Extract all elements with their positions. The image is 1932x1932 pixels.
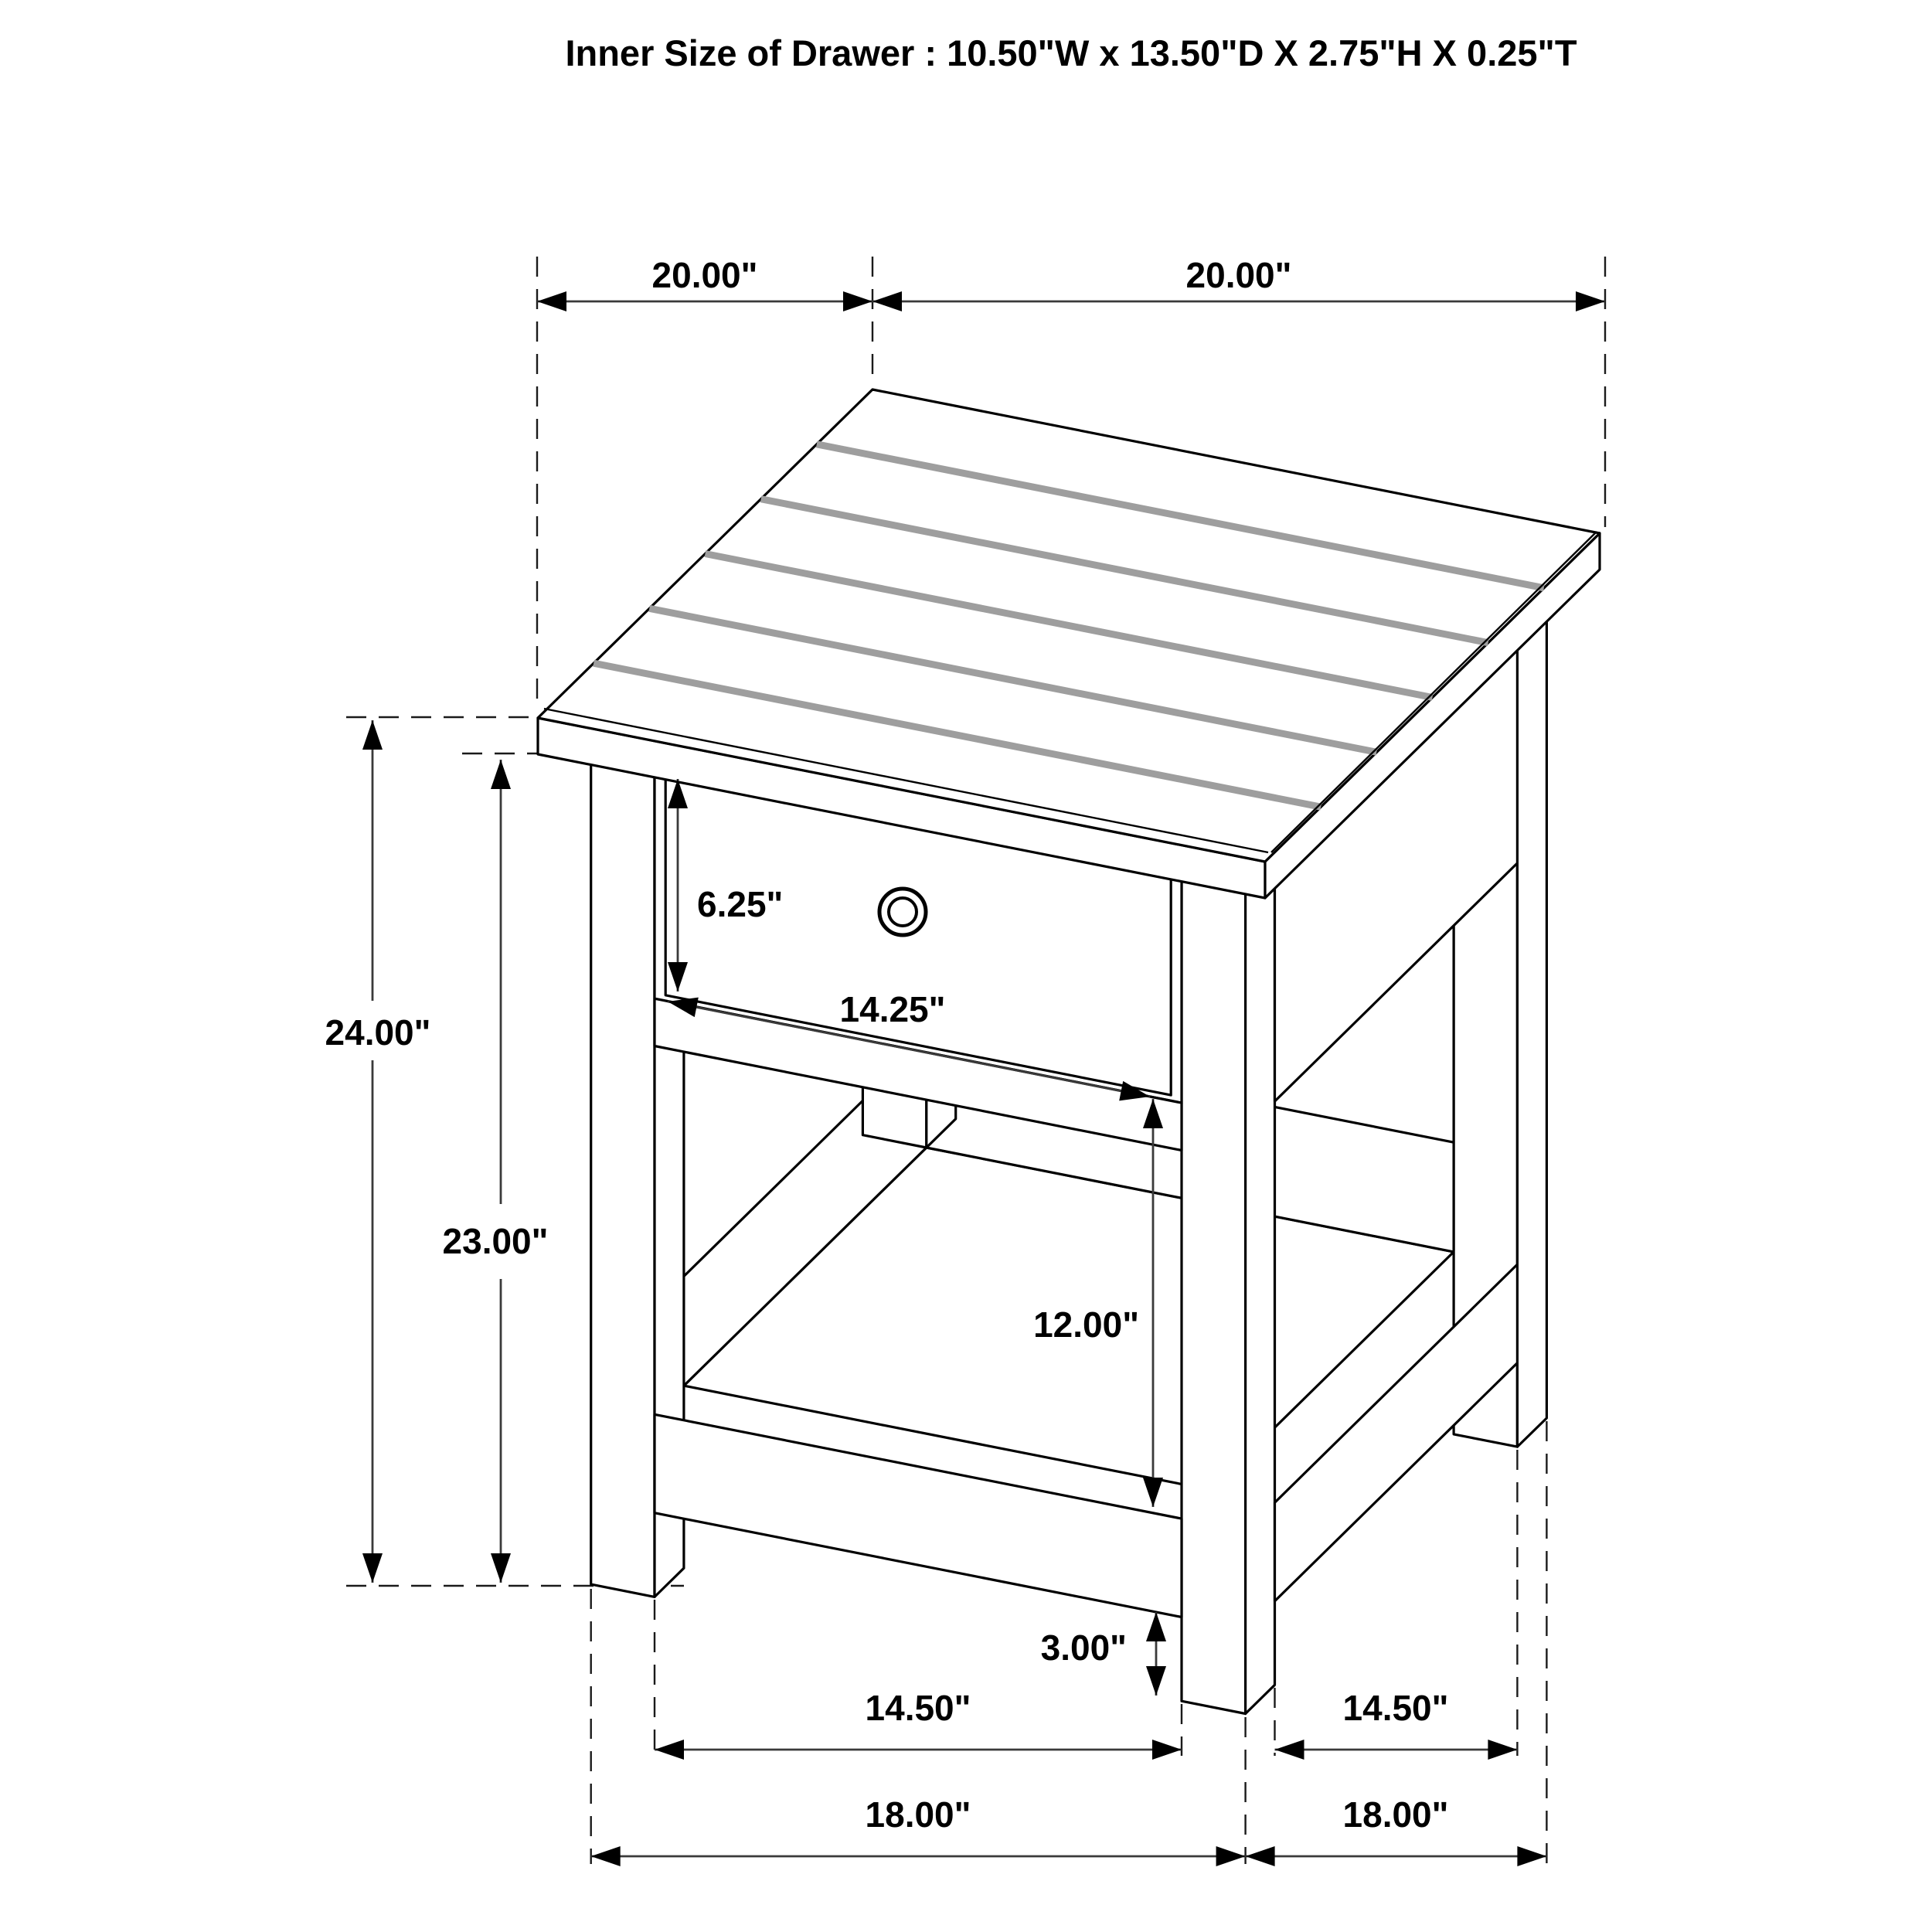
front-leg-side-face — [1246, 846, 1275, 1714]
compartment-height-label: 12.00" — [1033, 1304, 1139, 1345]
drawer-knob-icon — [879, 889, 926, 935]
front-base-width-label: 18.00" — [865, 1794, 971, 1835]
front-leg-outer-face — [1182, 862, 1246, 1714]
drawer-front-height-label: 6.25" — [697, 884, 784, 924]
diagram-title: Inner Size of Drawer : 10.50"W x 13.50"D X 2.75"H X 0.25"T — [565, 32, 1577, 73]
front-left-leg-outer-face — [591, 746, 655, 1597]
side-base-depth-label: 18.00" — [1342, 1794, 1449, 1835]
floor-clearance-label: 3.00" — [1040, 1628, 1127, 1668]
leg-height-label: 23.00" — [442, 1221, 549, 1261]
drawer-opening-width-label: 14.25" — [839, 989, 946, 1029]
overall-height-label: 24.00" — [325, 1012, 431, 1053]
top-depth-right-label: 20.00" — [1185, 255, 1292, 295]
right-leg-outer-face — [1517, 579, 1546, 1447]
front-leg-spacing-label: 14.50" — [865, 1688, 971, 1728]
side-leg-spacing-label: 14.50" — [1342, 1688, 1449, 1728]
top-width-left-label: 20.00" — [651, 255, 758, 295]
